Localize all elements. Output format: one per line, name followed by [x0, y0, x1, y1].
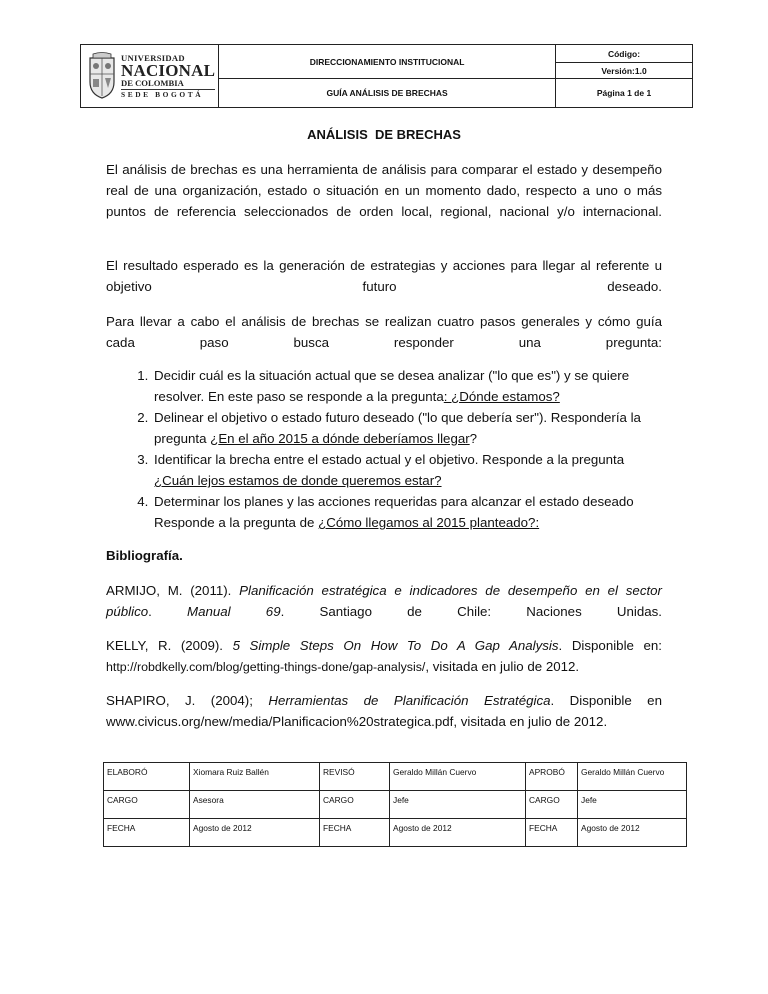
page-cell: Página 1 de 1: [556, 79, 693, 108]
step-question: ¿Cuán lejos estamos de donde queremos estar?: [154, 473, 442, 488]
list-item: 4. Determinar los planes y las acciones requeridas para alcanzar el estado deseado Responde a la pregunta de ¿Cómo llegamos al 2015 planteado?:: [152, 491, 662, 533]
step-question: : ¿Dónde estamos?: [443, 389, 560, 404]
logo-line-1: UNIVERSIDAD: [121, 52, 185, 63]
reference-url[interactable]: www.civicus.org/new/media/Planificacion%20strategica.pdf: [106, 714, 454, 729]
document-header: [80, 44, 693, 108]
bibliography-heading: Bibliografía.: [106, 548, 183, 563]
signature-table: [103, 762, 687, 847]
table-row: FECHA Agosto de 2012 FECHA Agosto de 2012 FECHA Agosto de 2012: [104, 819, 687, 847]
reference-kelly: KELLY, R. (2009). 5 Simple Steps On How To Do A Gap Analysis. Disponible en: http://robdkelly.com/blog/getting-things-done/gap-analysis/, visitada en julio de 2012.: [106, 638, 662, 674]
steps-intro-paragraph: Para llevar a cabo el análisis de brechas se realizan cuatro pasos generales y cómo guía cada paso busca responder una pregunta:: [106, 314, 662, 350]
step-question: ¿Cómo llegamos al 2015 planteado?:: [318, 515, 540, 530]
reference-armijo: ARMIJO, M. (2011). Planificación estratégica e indicadores de desempeño en el sector público. Manual 69. Santiago de Chile: Naciones Unidas.: [106, 583, 662, 619]
doc-title-cell: GUÍA ANÁLISIS DE BRECHAS: [219, 79, 556, 108]
logo-line-2: NACIONAL: [121, 61, 216, 81]
logo-cell: [81, 45, 219, 108]
list-item: 3. Identificar la brecha entre el estado actual y el objetivo. Responde a la pregunta ¿Cuán lejos estamos de donde queremos estar?: [152, 449, 662, 491]
table-row: ELABORÓ Xiomara Ruiz Ballén REVISÓ Geraldo Millán Cuervo APROBÓ Geraldo Millán Cuervo: [104, 763, 687, 791]
reference-shapiro: SHAPIRO, J. (2004); Herramientas de Planificación Estratégica. Disponible en www.civicus.org/new/media/Planificacion%20strategica.pdf, visitada en julio de 2012.: [106, 693, 662, 729]
step-question: En el año 2015 a dónde deberíamos llegar: [218, 431, 470, 446]
department-cell: DIRECCIONAMIENTO INSTITUCIONAL: [219, 45, 556, 79]
steps-list: [106, 365, 662, 533]
version-cell: Versión:1.0: [556, 63, 693, 79]
list-item: 1. Decidir cuál es la situación actual que se desea analizar ("lo que es") y se quiere resolver. En este paso se responde a la pregunta: ¿Dónde estamos?: [152, 365, 662, 407]
logo-line-3: DE COLOMBIA: [121, 78, 184, 89]
university-logo: [81, 52, 218, 100]
table-row: CARGO Asesora CARGO Jefe CARGO Jefe: [104, 791, 687, 819]
shield-icon: [87, 52, 117, 100]
logo-line-4: SEDE BOGOTÁ: [121, 89, 215, 98]
result-paragraph: El resultado esperado es la generación de estrategias y acciones para llegar al referente u objetivo futuro deseado.: [106, 258, 662, 294]
list-item: 2. Delinear el objetivo o estado futuro deseado ("lo que debería ser"). Respondería la pregunta ¿En el año 2015 a dónde deberíamos llegar?: [152, 407, 662, 449]
page-title: ANÁLISIS DE BRECHAS: [307, 127, 461, 142]
intro-paragraph: El análisis de brechas es una herramienta de análisis para comparar el estado y desempeño real de una organización, estado o situación en un momento dado, respecto a uno o más puntos de referencia seleccionados de orden local, regional, nacional y/o internacional.: [106, 162, 662, 219]
code-cell: Código:: [556, 45, 693, 63]
reference-url[interactable]: http://robdkelly.com/blog/getting-things-done/gap-analysis/: [106, 660, 426, 674]
